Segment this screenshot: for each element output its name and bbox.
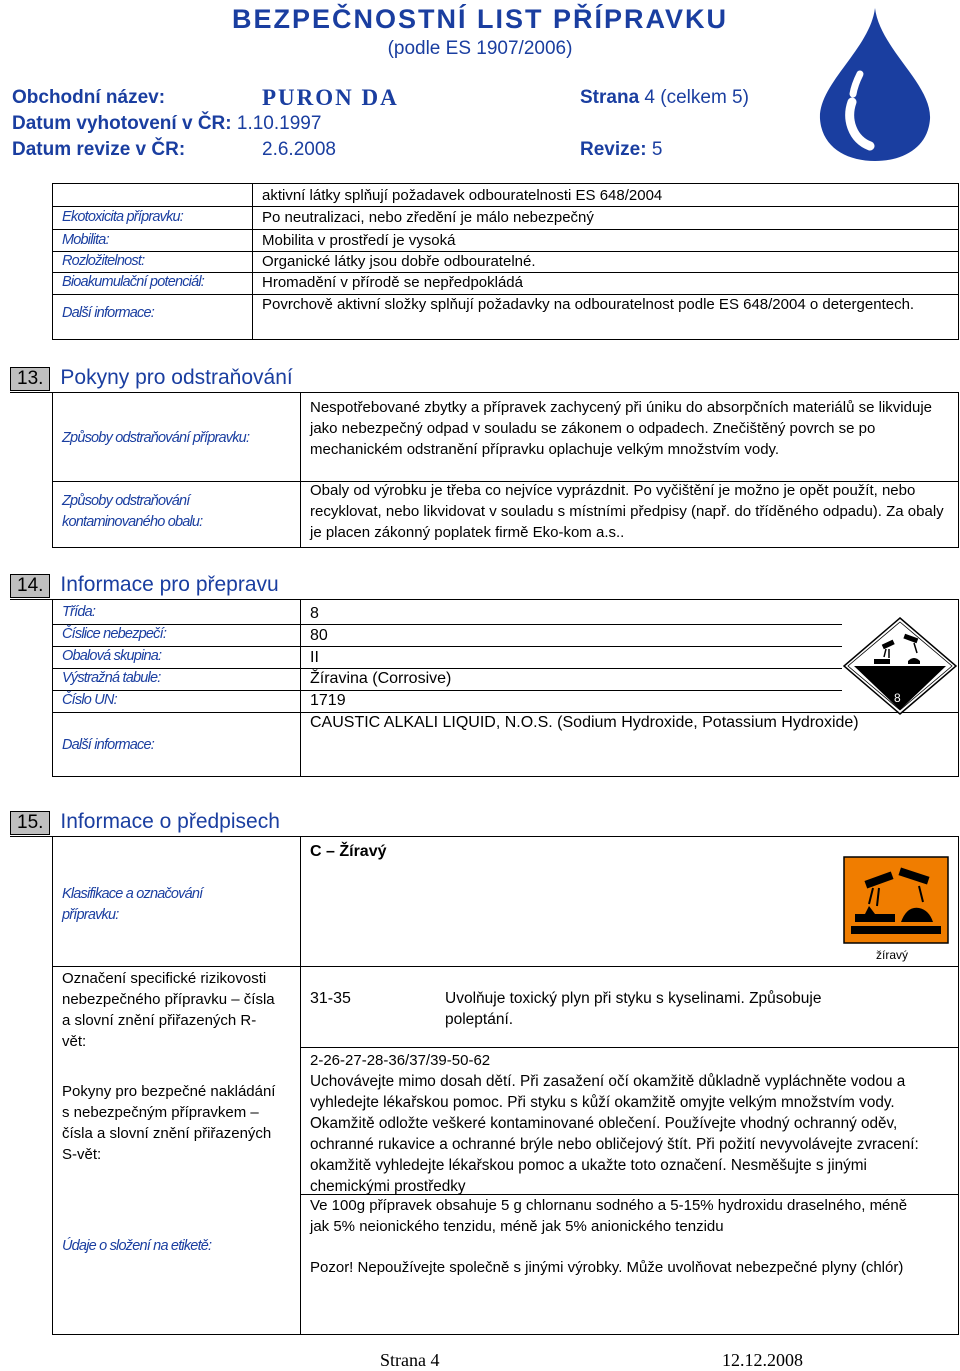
r-phrases-text: Uvolňuje toxický plyn při styku s kyselinami. Způsobuje poleptání. bbox=[445, 990, 822, 1028]
degradability-label: Rozložitelnost: bbox=[62, 253, 145, 269]
ecology-value: Po neutralizaci, nebo zředění je málo nebezpečný bbox=[262, 209, 594, 226]
corrosive-pictogram-icon bbox=[843, 856, 949, 944]
document-title: BEZPEČNOSTNÍ LIST PŘÍPRAVKU bbox=[231, 4, 729, 34]
disposal-product-value: Nespotřebované zbytky a přípravek zachycený při úniku do absorpčních materiálů se likviduje jako nebezpečný odpad v souladu se zákonem o odpadech. Znečištěný povrch se po mechanickém odstranění přípravku oplachuje velkým množstvím vody. bbox=[310, 399, 932, 458]
section-14-header: 14. Informace pro přepravu bbox=[10, 573, 279, 598]
transport-class-label: Třída: bbox=[62, 604, 96, 620]
transport-class-value: 8 bbox=[310, 605, 319, 622]
issue-date-line: Datum vyhotovení v ČR: 1.10.1997 bbox=[12, 113, 322, 134]
trade-name-label: Obchodní název: bbox=[12, 87, 166, 108]
packing-group-label: Obalová skupina: bbox=[62, 648, 162, 664]
warning-sign-label: Výstražná tabule: bbox=[62, 670, 161, 686]
un-number-label: Číslo UN: bbox=[62, 692, 117, 708]
hazard-number-value: 80 bbox=[310, 627, 328, 644]
transport-other-value: CAUSTIC ALKALI LIQUID, N.O.S. (Sodium Hydroxide, Potassium Hydroxide) bbox=[310, 714, 859, 731]
bioaccumulation-value: Hromadění v přírodě se nepředpokládá bbox=[262, 274, 523, 291]
trade-name: PURON DA bbox=[262, 85, 399, 110]
label-composition-text: Ve 100g přípravek obsahuje 5 g chlornanu sodného a 5-15% hydroxidu draselného, méně jak 5% neionického tenzidu, méně jak 5% anionického tenzidu bbox=[310, 1197, 908, 1235]
disposal-package-value: Obaly od výrobku je třeba co nejvíce vyprázdnit. Po vyčištění je možno je opět použít, nebo recyklovat, nebo likvidovat v souladu s místními předpisy (např. do tříděného odpadu). Za obaly je placen zákonný poplatek firmě Eko-kom a.s.. bbox=[310, 482, 944, 541]
pictogram-caption: žíravý bbox=[876, 948, 909, 962]
transport-box bbox=[52, 599, 959, 777]
label-warning-text: Pozor! Nepoužívejte společně s jinými výrobky. Může uvolňovat nebezpečné plyny (chlór) bbox=[310, 1259, 904, 1276]
hazard-number-label: Číslice nebezpečí: bbox=[62, 626, 167, 642]
footer-date: 12.12.2008 bbox=[722, 1350, 803, 1370]
footer-page: Strana 4 bbox=[380, 1350, 440, 1370]
revision-date-label: Datum revize v ČR: bbox=[12, 139, 186, 160]
revision-date: 2.6.2008 bbox=[262, 139, 336, 160]
adr-corrosive-placard-icon bbox=[842, 616, 958, 716]
ecology-other-label: Další informace: bbox=[62, 305, 154, 321]
transport-other-label: Další informace: bbox=[62, 737, 154, 753]
packing-group-value: II bbox=[310, 649, 319, 666]
s-phrases-text: Uchovávejte mimo dosah dětí. Při zasažení očí okamžitě důkladně vypláchněte vodou a vyhledejte lékařskou pomoc. Při styku s kůží okamžitě omyjte velkým množstvím vody. Okamžitě odložte veškeré kontaminované oblečení. Používejte vhodný ochranný oděv, ochranné rukavice a ochranné brýle nebo obličejový štít. Při požití nevyvolávejte zvracení: okamžitě vyhledejte lékařskou pomoc a ukažte toto označení. Nesměšujte s jinými chemickými prostředky bbox=[310, 1073, 919, 1195]
r-phrases-label: Označení specifické rizikovosti nebezpečného přípravku – čísla a slovní znění přiřazených R-vět: bbox=[62, 970, 275, 1050]
mobility-value: Mobilita v prostředí je vysoká bbox=[262, 232, 456, 249]
water-drop-logo-icon bbox=[800, 4, 950, 164]
label-composition-label: Údaje o složení na etiketě: bbox=[62, 1238, 212, 1254]
un-number-value: 1719 bbox=[310, 692, 346, 709]
section-15-header: 15. Informace o předpisech bbox=[10, 810, 280, 835]
page-count: Strana 4 (celkem 5) bbox=[580, 87, 749, 108]
degradability-value: Organické látky jsou dobře odbouratelné. bbox=[262, 253, 536, 270]
classification-label: Klasifikace a označování přípravku: bbox=[62, 886, 203, 923]
document-subtitle: (podle ES 1907/2006) bbox=[387, 38, 573, 59]
warning-sign-value: Žíravina (Corrosive) bbox=[310, 670, 452, 687]
r-phrases-code: 31-35 bbox=[310, 990, 351, 1007]
mobility-label: Mobilita: bbox=[62, 232, 109, 248]
revision-number: Revize: 5 bbox=[580, 139, 663, 160]
ecology-first-row: aktivní látky splňují požadavek odbouratelnosti ES 648/2004 bbox=[262, 187, 663, 204]
disposal-product-label: Způsoby odstraňování přípravku: bbox=[62, 430, 250, 446]
bioaccumulation-label: Bioakumulační potenciál: bbox=[62, 274, 205, 290]
ecology-label: Ekotoxicita přípravku: bbox=[62, 209, 184, 225]
classification-value: C – Žíravý bbox=[310, 843, 387, 860]
s-phrases-codes: 2-26-27-28-36/37/39-50-62 bbox=[310, 1052, 491, 1069]
s-phrases-label: Pokyny pro bezpečné nakládání s nebezpečným přípravkem – čísla a slovní znění přiřazených S-vět: bbox=[62, 1083, 276, 1163]
disposal-package-label: Způsoby odstraňování kontaminovaného obalu: bbox=[62, 493, 203, 530]
adr-placard-number: 8 bbox=[894, 691, 901, 705]
section-13-header: 13. Pokyny pro odstraňování bbox=[10, 366, 293, 391]
ecology-other-value: Povrchově aktivní složky splňují požadavky na odbouratelnost podle ES 648/2004 o detergentech. bbox=[262, 296, 915, 313]
